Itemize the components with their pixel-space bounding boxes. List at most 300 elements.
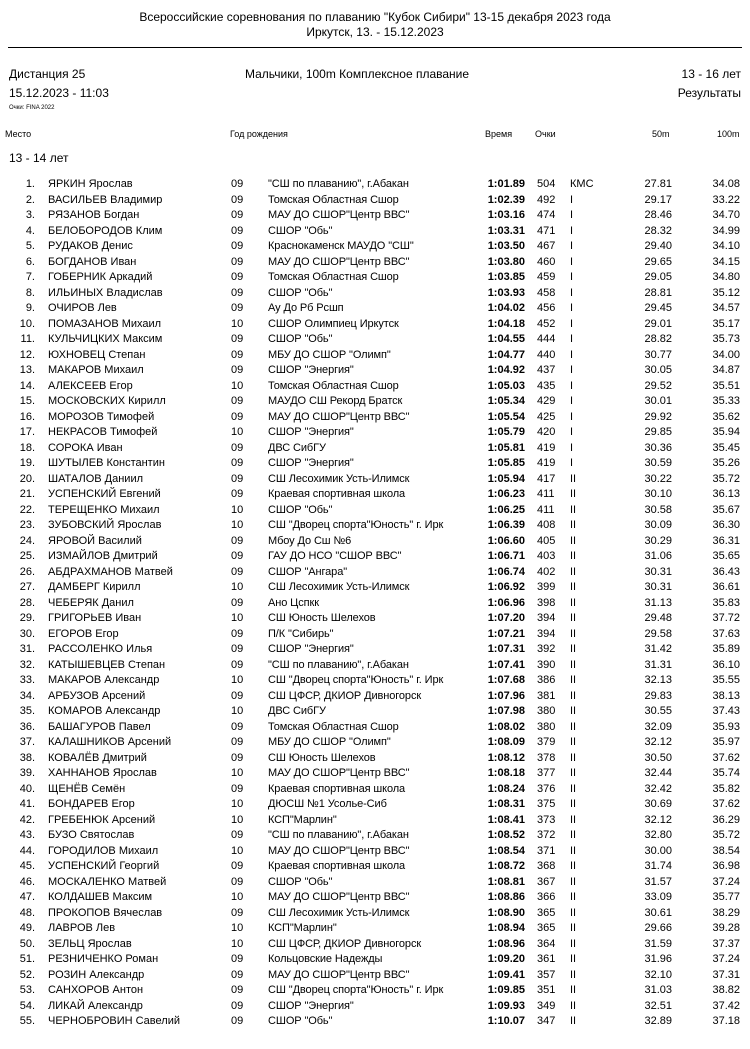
result-time: 1:05.03 [473, 379, 525, 395]
result-name: ПРОКОПОВ Вячеслав [48, 906, 163, 919]
result-split-100m: 35.93 [712, 720, 740, 733]
result-time: 1:07.96 [473, 689, 525, 705]
result-points: 357 [537, 968, 556, 981]
result-time: 1:07.98 [473, 704, 525, 720]
result-split-100m: 35.62 [712, 410, 740, 423]
result-split-50m: 28.46 [644, 209, 672, 221]
result-split-50m: 30.29 [644, 534, 672, 547]
result-split-50m: 29.83 [644, 689, 672, 702]
result-name: ИЗМАЙЛОВ Дмитрий [48, 550, 158, 562]
result-club: МБУ ДО СШОР "Олимп" [268, 348, 391, 361]
event-name: Мальчики, 100m Комплексное плавание [245, 67, 470, 81]
result-name: РЯЗАНОВ Богдан [48, 209, 140, 221]
result-name: ЮХНОВЕЦ Степан [48, 348, 146, 361]
result-rank: II [570, 1015, 577, 1027]
result-rank: II [570, 891, 577, 903]
result-year: 09 [231, 550, 244, 562]
result-place: 5. [25, 240, 35, 252]
result-place: 55. [19, 1015, 35, 1027]
result-split-100m: 36.31 [712, 534, 740, 547]
result-name: БОГДАНОВ Иван [48, 255, 137, 268]
result-place: 17. [19, 426, 35, 438]
result-split-100m: 37.18 [712, 1015, 740, 1027]
result-split-100m: 35.82 [712, 782, 740, 795]
result-name: ЧЕБЕРЯК Данил [48, 596, 134, 609]
result-split-50m: 30.00 [644, 844, 672, 857]
result-split-50m: 31.57 [644, 875, 672, 888]
result-split-100m: 34.57 [712, 302, 740, 314]
result-points: 408 [537, 519, 556, 531]
result-row [0, 472, 750, 488]
result-club: П/К "Сибирь" [268, 627, 334, 640]
result-split-50m: 29.58 [644, 627, 672, 640]
result-split-50m: 29.40 [644, 240, 672, 252]
result-year: 09 [231, 565, 244, 578]
result-split-100m: 35.89 [712, 643, 740, 655]
result-split-100m: 35.94 [712, 426, 740, 438]
result-points: 390 [537, 658, 556, 671]
result-split-50m: 30.58 [644, 503, 672, 516]
result-points: 405 [537, 534, 556, 547]
result-club: СШОР "Энергия" [268, 457, 354, 469]
result-place: 14. [19, 379, 35, 392]
result-place: 20. [19, 472, 35, 485]
result-year: 09 [231, 906, 244, 919]
result-rank: II [570, 705, 577, 717]
result-club: СШОР "Энергия" [268, 643, 354, 655]
result-split-50m: 31.96 [644, 953, 672, 965]
result-split-50m: 29.01 [644, 317, 672, 330]
result-place: 44. [19, 844, 35, 857]
result-points: 471 [537, 224, 556, 237]
result-row [0, 813, 750, 829]
results-table [0, 177, 750, 1030]
result-name: БУЗО Святослав [48, 829, 135, 841]
result-year: 10 [231, 379, 244, 392]
result-place: 46. [19, 875, 35, 888]
result-row [0, 890, 750, 906]
result-club: Томская Областная Сшор [268, 193, 399, 206]
result-row [0, 456, 750, 472]
result-rank: II [570, 782, 577, 795]
result-points: 372 [537, 829, 556, 841]
result-split-100m: 36.98 [712, 860, 740, 872]
result-year: 09 [231, 255, 244, 268]
result-time: 1:09.41 [473, 968, 525, 984]
result-time: 1:04.18 [473, 317, 525, 333]
result-year: 09 [231, 441, 244, 454]
result-row [0, 828, 750, 844]
result-points: 435 [537, 379, 556, 392]
result-name: МАКАРОВ Михаил [48, 364, 144, 376]
result-points: 394 [537, 612, 556, 624]
result-time: 1:08.09 [473, 735, 525, 751]
result-row [0, 580, 750, 596]
result-split-50m: 30.59 [644, 457, 672, 469]
result-place: 22. [19, 503, 35, 516]
result-points: 377 [537, 767, 556, 779]
result-split-100m: 34.87 [712, 364, 740, 376]
result-split-50m: 29.17 [644, 193, 672, 206]
result-club: СШ Лесохимик Усть-Илимск [268, 472, 410, 485]
result-points: 379 [537, 736, 556, 748]
result-name: ГРИГОРЬЕВ Иван [48, 612, 142, 624]
result-year: 10 [231, 426, 244, 438]
result-row [0, 332, 750, 348]
competition-title: Всероссийские соревнования по плаванию "Кубок Сибири" 13-15 декабря 2023 года [139, 10, 611, 24]
result-name: НЕКРАСОВ Тимофей [48, 426, 158, 438]
result-points: 419 [537, 441, 556, 454]
result-row [0, 363, 750, 379]
result-split-50m: 32.09 [644, 720, 672, 733]
result-row [0, 658, 750, 674]
result-split-50m: 31.74 [644, 860, 672, 872]
result-row [0, 348, 750, 364]
result-place: 3. [25, 209, 35, 221]
result-club: СШОР "Обь" [268, 1015, 333, 1027]
result-year: 09 [231, 984, 244, 996]
result-points: 411 [537, 488, 555, 500]
result-points: 492 [537, 193, 556, 206]
result-place: 52. [19, 968, 35, 981]
result-year: 09 [231, 643, 244, 655]
result-year: 09 [231, 209, 244, 221]
result-year: 09 [231, 627, 244, 640]
result-row [0, 565, 750, 581]
result-split-100m: 35.65 [712, 550, 740, 562]
result-split-100m: 38.29 [712, 906, 740, 919]
result-time: 1:06.60 [473, 534, 525, 550]
result-rank: II [570, 596, 577, 609]
result-year: 09 [231, 410, 244, 423]
result-split-50m: 29.85 [644, 426, 672, 438]
result-name: ЕГОРОВ Егор [48, 627, 119, 640]
result-row [0, 286, 750, 302]
result-name: РУДАКОВ Денис [48, 240, 133, 252]
result-points: 364 [537, 937, 556, 950]
result-name: КОВАЛЁВ Дмитрий [48, 751, 147, 764]
result-name: АРБУЗОВ Арсений [48, 689, 146, 702]
result-rank: II [570, 751, 577, 764]
result-rank: II [570, 813, 577, 826]
result-split-50m: 32.80 [644, 829, 672, 841]
result-split-100m: 35.12 [712, 286, 740, 299]
result-club: Краевая спортивная школа [268, 782, 406, 795]
result-club: Мбоу До Сш №6 [268, 534, 352, 547]
result-points: 376 [537, 782, 556, 795]
result-year: 09 [231, 751, 244, 764]
result-time: 1:03.93 [473, 286, 525, 302]
result-name: ВАСИЛЬЕВ Владимир [48, 193, 163, 206]
result-club: Краснокаменск МАУДО "СШ" [268, 240, 414, 252]
result-club: Томская Областная Сшор [268, 720, 399, 733]
result-time: 1:09.20 [473, 952, 525, 968]
result-time: 1:08.96 [473, 937, 525, 953]
result-points: 411 [537, 503, 555, 516]
result-points: 452 [537, 317, 556, 330]
result-split-50m: 32.12 [644, 813, 672, 826]
result-place: 24. [19, 534, 35, 547]
result-split-100m: 36.61 [712, 581, 740, 593]
result-row [0, 704, 750, 720]
result-split-100m: 37.62 [712, 751, 740, 764]
result-time: 1:06.96 [473, 596, 525, 612]
result-club: СШ "Дворец спорта"Юность" г. Ирк [268, 519, 444, 531]
result-year: 09 [231, 999, 244, 1012]
result-club: СШОР "Обь" [268, 875, 333, 888]
result-rank: II [570, 627, 577, 640]
result-name: ПОМАЗАНОВ Михаил [48, 317, 162, 330]
result-club: СШ Лесохимик Усть-Илимск [268, 581, 410, 593]
result-place: 21. [19, 488, 35, 500]
result-place: 8. [25, 286, 35, 299]
result-split-50m: 31.42 [644, 643, 672, 655]
result-split-100m: 33.22 [712, 193, 740, 206]
result-split-50m: 30.09 [644, 519, 672, 531]
result-place: 6. [25, 255, 35, 268]
result-points: 456 [537, 302, 556, 314]
result-name: АБДРАХМАНОВ Матвей [48, 565, 173, 578]
result-split-50m: 29.48 [644, 612, 672, 624]
result-points: 399 [537, 581, 556, 593]
result-place: 4. [25, 224, 35, 237]
result-row [0, 720, 750, 736]
result-club: СШОР "Обь" [268, 224, 333, 237]
result-rank: I [570, 379, 574, 392]
result-points: 403 [537, 550, 556, 562]
result-rank: II [570, 720, 577, 733]
result-row [0, 968, 750, 984]
result-split-50m: 29.92 [644, 410, 672, 423]
result-row [0, 952, 750, 968]
result-club: СШОР "Энергия" [268, 999, 354, 1012]
result-place: 9. [25, 302, 35, 314]
result-split-100m: 36.13 [712, 488, 740, 500]
result-time: 1:06.25 [473, 503, 525, 519]
result-time: 1:06.92 [473, 580, 525, 596]
result-club: МАУ ДО СШОР"Центр ВВС" [268, 968, 410, 981]
result-club: МАУ ДО СШОР"Центр ВВС" [268, 891, 410, 903]
result-rank: I [570, 395, 574, 407]
result-row [0, 518, 750, 534]
result-points: 474 [537, 209, 556, 221]
result-split-50m: 31.13 [644, 596, 672, 609]
result-year: 09 [231, 302, 244, 314]
result-club: МАУ ДО СШОР"Центр ВВС" [268, 255, 410, 268]
result-split-100m: 34.15 [712, 255, 740, 268]
result-name: СОРОКА Иван [48, 441, 123, 454]
result-row [0, 239, 750, 255]
result-year: 10 [231, 844, 244, 857]
result-name: ИЛЬИНЫХ Владислав [48, 286, 163, 299]
result-year: 09 [231, 968, 244, 981]
result-rank: II [570, 674, 577, 686]
result-split-100m: 37.42 [712, 999, 740, 1012]
result-points: 367 [537, 875, 556, 888]
column-header-50m: 50m [652, 129, 670, 139]
result-club: Краевая спортивная школа [268, 860, 406, 872]
result-split-100m: 35.97 [712, 736, 740, 748]
result-points: 380 [537, 720, 556, 733]
result-time: 1:06.39 [473, 518, 525, 534]
result-rank: II [570, 472, 577, 485]
result-place: 19. [19, 457, 35, 469]
result-points: 375 [537, 798, 556, 810]
result-year: 09 [231, 689, 244, 702]
result-name: МОРОЗОВ Тимофей [48, 410, 155, 423]
result-rank: I [570, 333, 574, 345]
result-year: 10 [231, 798, 244, 810]
result-time: 1:07.68 [473, 673, 525, 689]
result-points: 467 [537, 240, 556, 252]
result-split-50m: 28.32 [644, 224, 672, 237]
result-time: 1:08.72 [473, 859, 525, 875]
result-split-50m: 32.44 [644, 767, 672, 779]
result-split-100m: 38.82 [712, 984, 740, 996]
result-year: 09 [231, 472, 244, 485]
result-time: 1:05.79 [473, 425, 525, 441]
result-club: "СШ по плаванию", г.Абакан [268, 658, 409, 671]
result-year: 09 [231, 395, 244, 407]
result-place: 33. [19, 674, 35, 686]
result-club: Томская Областная Сшор [268, 271, 399, 283]
result-rank: II [570, 953, 577, 965]
result-split-100m: 37.37 [712, 937, 740, 950]
result-row [0, 487, 750, 503]
result-time: 1:03.85 [473, 270, 525, 286]
result-points: 419 [537, 457, 556, 469]
result-points: 373 [537, 813, 556, 826]
result-points: 380 [537, 705, 556, 717]
result-place: 53. [19, 984, 35, 996]
result-row [0, 549, 750, 565]
result-time: 1:10.07 [473, 1014, 525, 1030]
result-year: 09 [231, 178, 244, 190]
result-place: 40. [19, 782, 35, 795]
result-name: ХАННАНОВ Ярослав [48, 767, 157, 779]
result-time: 1:05.54 [473, 410, 525, 426]
result-rank: II [570, 984, 577, 996]
result-name: РЕЗНИЧЕНКО Роман [48, 953, 159, 965]
result-club: СШ ЦФСР, ДКИОР Дивногорск [268, 937, 422, 950]
result-name: ТЕРЕЩЕНКО Михаил [48, 503, 160, 516]
result-place: 36. [19, 720, 35, 733]
result-rank: II [570, 581, 577, 593]
result-time: 1:08.90 [473, 906, 525, 922]
column-header-points: Очки [535, 129, 556, 139]
result-place: 49. [19, 922, 35, 934]
result-year: 09 [231, 720, 244, 733]
result-year: 09 [231, 596, 244, 609]
result-time: 1:08.02 [473, 720, 525, 736]
result-place: 45. [19, 860, 35, 872]
result-place: 12. [19, 348, 35, 361]
result-rank: II [570, 999, 577, 1012]
result-split-100m: 35.73 [712, 333, 740, 345]
result-time: 1:08.18 [473, 766, 525, 782]
result-year: 10 [231, 937, 244, 950]
result-club: СШ ЦФСР, ДКИОР Дивногорск [268, 689, 422, 702]
result-split-50m: 32.89 [644, 1015, 672, 1027]
result-name: КУЛЬЧИЦКИХ Максим [48, 333, 163, 345]
result-place: 39. [19, 767, 35, 779]
result-rank: II [570, 798, 577, 810]
result-club: МАУ ДО СШОР"Центр ВВС" [268, 209, 410, 221]
result-place: 15. [19, 395, 35, 407]
result-split-50m: 29.52 [644, 379, 672, 392]
result-year: 09 [231, 829, 244, 841]
result-club: СШ "Дворец спорта"Юность" г. Ирк [268, 674, 444, 686]
result-rank: I [570, 240, 574, 252]
result-split-50m: 30.22 [644, 472, 672, 485]
result-time: 1:07.31 [473, 642, 525, 658]
result-club: ДВС СибГУ [268, 705, 326, 717]
result-time: 1:08.31 [473, 797, 525, 813]
result-year: 09 [231, 736, 244, 748]
result-split-50m: 30.55 [644, 705, 672, 717]
result-split-100m: 34.00 [712, 348, 740, 361]
result-club: ДВС СибГУ [268, 441, 326, 454]
result-split-100m: 36.30 [712, 519, 740, 531]
result-points: 349 [537, 999, 556, 1012]
result-row [0, 1014, 750, 1030]
result-place: 16. [19, 410, 35, 423]
result-club: Кольцовские Надежды [268, 953, 383, 965]
result-row [0, 921, 750, 937]
result-split-50m: 31.06 [644, 550, 672, 562]
event-status: Результаты [677, 86, 741, 100]
result-place: 1. [25, 178, 35, 190]
result-points: 378 [537, 751, 556, 764]
result-year: 10 [231, 922, 244, 934]
result-points: 460 [537, 255, 556, 268]
result-club: МАУДО СШ Рекорд Братск [268, 395, 403, 407]
result-time: 1:05.94 [473, 472, 525, 488]
result-row [0, 534, 750, 550]
result-name: МОСКАЛЕНКО Матвей [48, 875, 167, 888]
result-points: 420 [537, 426, 556, 438]
result-name: АЛЕКСЕЕВ Егор [48, 379, 133, 392]
result-split-100m: 35.45 [712, 441, 740, 454]
result-place: 30. [19, 627, 35, 640]
result-split-50m: 30.69 [644, 798, 672, 810]
result-place: 26. [19, 565, 35, 578]
result-club: МАУ ДО СШОР"Центр ВВС" [268, 767, 410, 779]
result-time: 1:07.41 [473, 658, 525, 674]
result-rank: I [570, 441, 574, 454]
result-rank: II [570, 689, 577, 702]
column-header-100m: 100m [717, 129, 740, 139]
result-points: 366 [537, 891, 556, 903]
result-year: 09 [231, 488, 244, 500]
result-points: 402 [537, 565, 556, 578]
result-row [0, 301, 750, 317]
result-club: КСП"Марлин" [268, 922, 337, 934]
result-name: КОЛДАШЕВ Максим [48, 891, 153, 903]
result-row [0, 983, 750, 999]
result-split-50m: 30.36 [644, 441, 672, 454]
result-place: 18. [19, 441, 35, 454]
result-place: 48. [19, 906, 35, 919]
result-year: 09 [231, 534, 244, 547]
result-row [0, 379, 750, 395]
result-year: 09 [231, 271, 244, 283]
result-name: ЗУБОВСКИЙ Ярослав [48, 519, 162, 531]
result-year: 10 [231, 767, 244, 779]
result-split-100m: 35.55 [712, 674, 740, 686]
result-rank: I [570, 209, 574, 221]
result-points: 368 [537, 860, 556, 872]
